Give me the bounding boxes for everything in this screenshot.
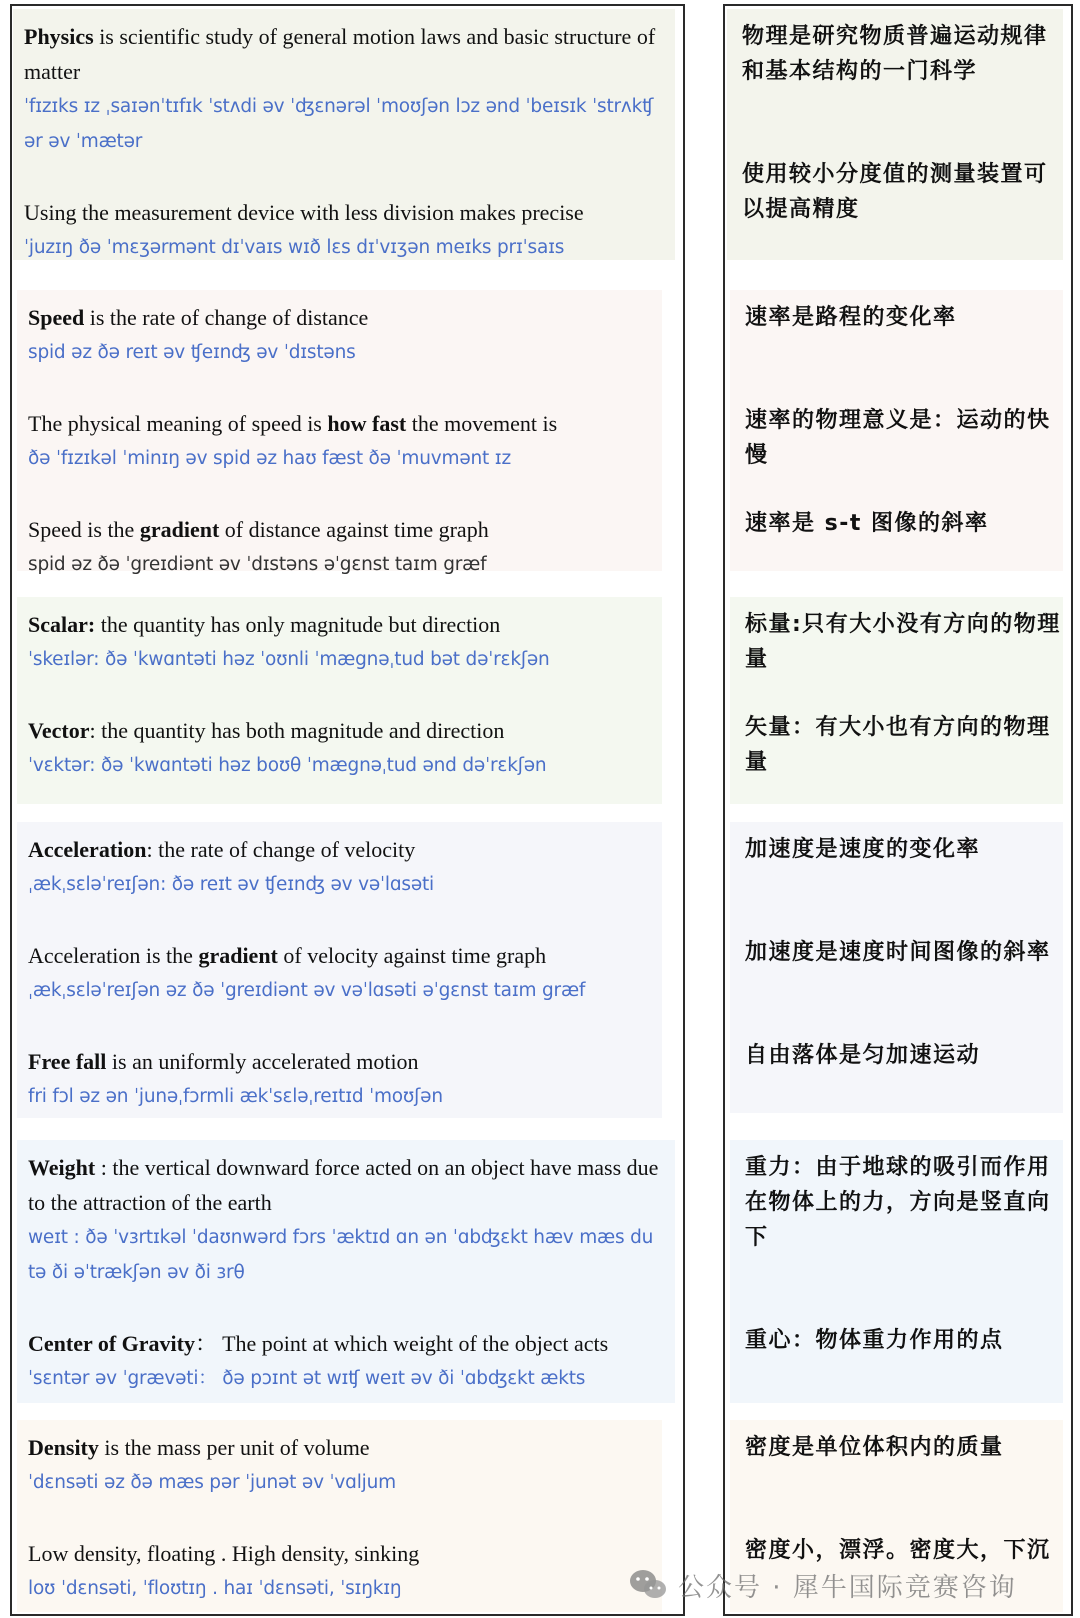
section-scalar-vector-en [17, 597, 662, 804]
zh-line: 使用较小分度值的测量装置可以提高精度 [742, 162, 1048, 222]
watermark [628, 1565, 1017, 1605]
zh-line: 物理是研究物质普遍运动规律和基本结构的一门科学 [742, 24, 1048, 84]
section-weight-en [17, 1140, 675, 1403]
watermark-text: 公众号 · 犀牛国际竞赛咨询 [678, 1572, 1017, 1603]
term-line: Weight : the vertical downward force acted on an object have mass due to the attraction of the earth [28, 1155, 659, 1215]
sentence-line: The physical meaning of speed is how fast the movement is [28, 411, 558, 436]
zh-line: 加速度是速度的变化率 [745, 837, 981, 862]
zh-line: 重力：由于地球的吸引而作用在物体上的力，方向是竖直向下 [745, 1155, 1051, 1250]
sentence-line: Acceleration is the gradient of velocity against time graph [28, 943, 547, 968]
ipa-line: fri fɔl əz ən ˈjunəˌfɔrmli ækˈsɛləˌreɪtɪd ˈmoʊʃən [28, 1086, 443, 1107]
zh-line: 密度小，漂浮。密度大，下沉 [745, 1538, 1051, 1563]
term-line: Center of Gravity： The point at which weight of the object acts [28, 1331, 609, 1356]
section-physics-zh [727, 9, 1063, 260]
zh-line: 速率是 s-t 图像的斜率 [745, 511, 989, 536]
section-acceleration-en [17, 822, 662, 1118]
section-weight-zh [730, 1140, 1063, 1403]
sentence-line: Low density, floating . High density, sinking [28, 1541, 420, 1566]
section-speed-en [17, 290, 662, 575]
ipa-line: ˈdɛnsəti əz ðə mæs pər ˈjunət əv ˈvɑljum [28, 1472, 396, 1493]
term-line: Scalar: the quantity has only magnitude but direction [28, 612, 501, 637]
section-acceleration-zh [730, 822, 1063, 1113]
section-physics-en [13, 9, 675, 260]
sentence-line: Using the measurement device with less division makes precise [24, 200, 584, 225]
ipa-line: ˌækˌsɛləˈreɪʃən: ðə reɪt əv ʧeɪnʤ əv vəˈlɑsəti [28, 874, 435, 895]
ipa-line: ˈskeɪlər: ðə ˈkwɑntəti həz ˈoʊnli ˈmægnəˌtud bət dəˈrɛkʃən [28, 649, 550, 670]
term-line: Free fall is an uniformly accelerated motion [28, 1049, 419, 1074]
ipa-line: spid əz ðə ˈgreɪdiənt əv ˈdɪstəns əˈgɛnst taɪm græf [28, 554, 487, 575]
ipa-line: ðə ˈfɪzɪkəl ˈminɪŋ əv spid əz haʊ fæst ðə ˈmuvmənt ɪz [28, 448, 511, 469]
term-line: Speed is the rate of change of distance [28, 305, 369, 330]
zh-line: 自由落体是匀加速运动 [745, 1043, 981, 1068]
zh-line: 速率是路程的变化率 [745, 305, 957, 330]
ipa-line: weɪt : ðə ˈvɜrtɪkəl ˈdaʊnwərd fɔrs ˈæktɪd ɑn ən ˈɑbʤɛkt hæv mæs du tə ði əˈtrækʃən əv ði ɜrθ [28, 1227, 654, 1283]
section-speed-zh [730, 290, 1063, 571]
section-density-en [17, 1420, 662, 1612]
zh-line: 重心：物体重力作用的点 [745, 1328, 1004, 1353]
term-line: Acceleration: the rate of change of velocity [28, 837, 416, 862]
section-scalar-vector-zh [730, 597, 1063, 804]
ipa-line: loʊ ˈdɛnsəti, ˈfloʊtɪŋ . haɪ ˈdɛnsəti, ˈsɪŋkɪŋ [28, 1578, 402, 1599]
ipa-line: spid əz ðə reɪt əv ʧeɪnʤ əv ˈdɪstəns [28, 342, 356, 363]
sentence-line: Speed is the gradient of distance against time graph [28, 517, 489, 542]
wechat-icon [628, 1568, 668, 1602]
zh-line: 加速度是速度时间图像的斜率 [745, 940, 1051, 965]
ipa-line: ˌækˌsɛləˈreɪʃən əz ðə ˈgreɪdiənt əv vəˈlɑsəti əˈgɛnst taɪm græf [28, 980, 586, 1001]
zh-line: 密度是单位体积内的质量 [745, 1435, 1004, 1460]
ipa-line: ˈfɪzɪks ɪz ˌsaɪənˈtɪfɪk ˈstʌdi əv ˈʤɛnərəl ˈmoʊʃən lɔz ənd ˈbeɪsɪk ˈstrʌkʧ ər əv ˈmætər [24, 96, 654, 152]
zh-line: 标量:只有大小没有方向的物理量 [745, 612, 1061, 672]
ipa-line: ˈsɛntər əv ˈgrævəti： ðə pɔɪnt ət wɪʧ weɪt əv ði ˈɑbʤɛkt ækts [28, 1368, 586, 1389]
ipa-line: ˈjuzɪŋ ðə ˈmɛʒərmənt dɪˈvaɪs wɪð lɛs dɪˈvɪʒən meɪks prɪˈsaɪs [24, 237, 565, 258]
ipa-line: ˈvɛktər: ðə ˈkwɑntəti həz boʊθ ˈmægnəˌtud ənd dəˈrɛkʃən [28, 755, 547, 776]
term-line: Density is the mass per unit of volume [28, 1435, 370, 1460]
term-line: Physics is scientific study of general motion laws and basic structure of matter [24, 24, 656, 84]
term-line: Vector: the quantity has both magnitude and direction [28, 718, 505, 743]
zh-line: 矢量：有大小也有方向的物理量 [745, 715, 1051, 775]
zh-line: 速率的物理意义是：运动的快慢 [745, 408, 1051, 468]
